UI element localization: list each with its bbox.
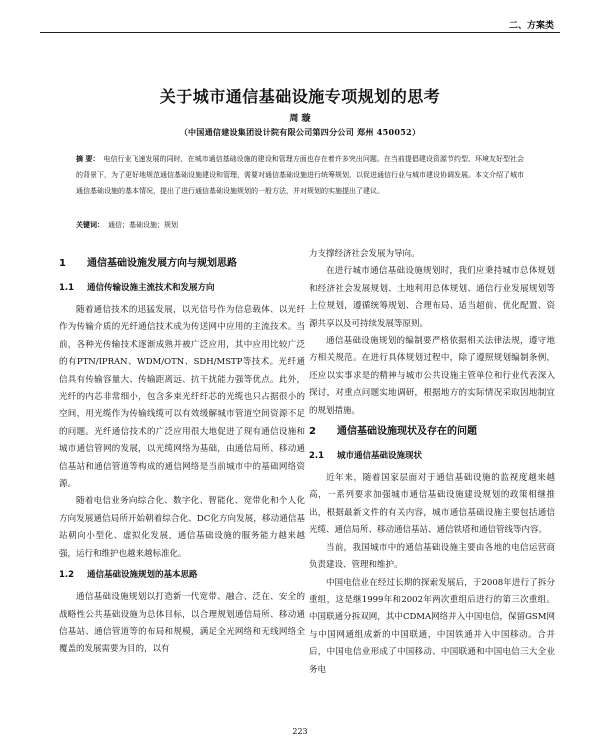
section-title: 城市通信基础设施现状 [337, 451, 423, 462]
affiliation: （中国通信建设集团设计院有限公司第四分公司 郑州 450052） [179, 127, 421, 137]
section-tag: 二、方案类 [508, 21, 554, 31]
abstract-label: 摘 要： [76, 154, 100, 163]
section-2-1-heading [309, 448, 555, 464]
section-title: 通信基础设施发展方向与规划思路 [87, 258, 237, 269]
abstract-text: 电信行业飞速发展的同时，在城市通信基础设施的建设和管理方面也存在着许多突出问题。在当前提倡建设资源节约型、环境友好型社会的背景下，为了更好地规范通信基础设施建设和管理，需要对通信基础设施进行统筹规划，以促进通信行业与城市建设协调发展。本文介绍了城市通信基础设施的基本情况，提出了进行通信基础设施规划的一般方法，并对规划的实施提出了建议。 [76, 155, 525, 195]
abstract [76, 151, 524, 199]
paragraph: 力支撑经济社会发展为导向。 [309, 249, 420, 259]
page-number: 223 [292, 727, 308, 736]
header-rule [40, 32, 560, 33]
paragraph: 随着电信业务向综合化、数字化、智能化、宽带化和个人化方向发展通信局所开始朝着综合化、DC化方向发展，移动通信基站朝向小型化、虚拟化发展，通信基础设施的服务能力越来越强，运行和维护也越来越标准化。 [59, 496, 305, 559]
paragraph: 中国电信业在经过长期的探索发展后，于2008年进行了拆分重组，这是继1999年和2002年两次重组后进行的第三次重组。中国联通分拆双网，其中CDMA网络并入中国电信，保留GSM网与中国网通组成新的中国联通，中国铁通并入中国移动。合并后，中国电信业形成了中国移动、中国联通和中国电信三大全业务电 [309, 577, 555, 675]
section-1-1-heading [59, 280, 305, 296]
paragraph: 通信基础设施规划的编制要严格依据相关法律法规，遵守地方相关规范。在进行具体规划过程中，除了遵照规划编制条例，还应以实事求是的精神与城市公共设施主管单位和行业代表深入探讨，对重点问题实地调研，根据地方的实际情况采取因地制宜的规划措施。 [309, 336, 555, 416]
section-number: 1 [59, 258, 66, 269]
section-number: 2 [309, 426, 316, 438]
section-title: 通信基础设施规划的基本思路 [87, 570, 198, 581]
section-title: 通信传输设施主流技术和发展方向 [87, 283, 215, 293]
section-number: 1.1 [59, 283, 75, 293]
keywords [76, 220, 178, 230]
paragraph: 在进行城市通信基础设施规划时，我们应秉持城市总体规划和经济社会发展规划、土地利用总体规划、通信行业发展规划等上位规划，遵循统筹规划、合理布局、适当超前、优化配置、资源共享以及可持续发展等原则。 [309, 266, 555, 329]
section-number: 1.2 [59, 570, 75, 581]
keywords-label: 关键词： [76, 220, 104, 229]
right-column [309, 246, 555, 679]
section-2-heading [309, 424, 555, 440]
section-1-2-heading [59, 567, 305, 583]
section-1-heading [59, 256, 305, 272]
paragraph: 随着通信技术的迅猛发展，以光信号作为信息载体、以光纤作为传输介质的光纤通信技术成为传送网中应用的主流技术。当前，各种光传输技术逐渐成熟并被广泛应用，其中应用比较广泛的有PTN/IPRAN、WDM/OTN、SDH/MSTP等技术。光纤通信具有传输容量大、传输距离远、抗干扰能力强等优点。此外，光纤的内芯非常细小，包含多束光纤纤芯的光缆也只占据很小的空间，用光缆作为传输线缆可以有效缓解城市管道空间资源不足的问题。光纤通信技术的广泛应用很大地促进了现有通信设施和城市通信管网的发展，以光缆网络为基础，由通信局所、移动通信基站和通信管道等构成的通信网络是当前城市中的基础网络资源。 [59, 305, 305, 490]
left-column [59, 252, 305, 659]
author: 周 璇 [289, 114, 311, 124]
keywords-text: 通信；基础设施；规划 [108, 221, 178, 229]
paper-title: 关于城市通信基础设施专项规划的思考 [159, 87, 441, 106]
section-number: 2.1 [309, 451, 325, 462]
paragraph: 当前，我国城市中的通信基础设施主要由各地的电信运营商负责建设、管理和维护。 [309, 542, 555, 571]
paragraph: 近年来，随着国家层面对于通信基础设施的监视度越来越高，一系列要求加强城市通信基础设施建设规划的政策相继推出，根据最新文件的有关内容，城市通信基础设施主要包括通信光缆、通信局所、移动通信基站、通信铁塔和通信管线等内容。 [309, 473, 555, 536]
section-title: 通信基础设施现状及存在的问题 [337, 426, 477, 438]
paragraph: 通信基础设施规划以打造新一代宽带、融合、泛在、安全的战略性公共基础设施为总体目标，以合理规划通信局所、移动通信基站、通信管道等的布局和规模，满足全光网络和无线网络全覆盖的发展需要为目的，以有 [59, 592, 305, 655]
